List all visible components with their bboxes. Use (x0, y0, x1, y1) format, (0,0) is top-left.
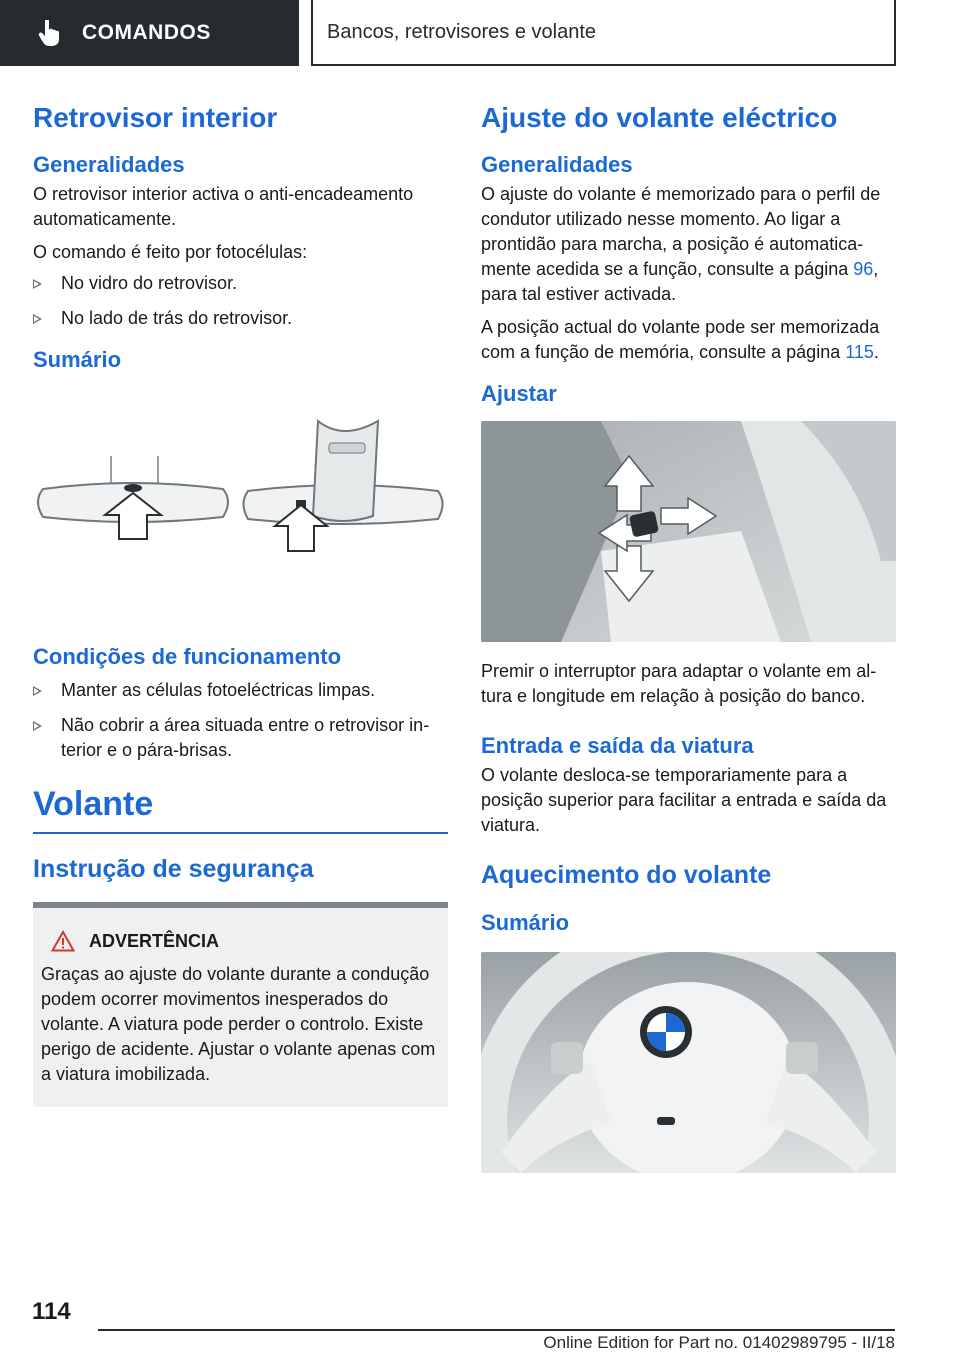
steering-wheel-photo (481, 952, 896, 1173)
warning-header (51, 930, 438, 952)
list-item: No vidro do retrovisor. (33, 271, 448, 296)
general-heading: Generalidades (33, 152, 185, 177)
list-item: Manter as células fotoeléctricas limpas. (33, 678, 448, 703)
warning-text: Graças ao ajuste do volante durante a condução podem ocorrer movimentos inesperados do volante. A viatura pode perder o controlo. Existe perigo de acidente. Ajustar o volante apenas com a viatura imobilizada. (41, 964, 436, 1084)
adjust-heading: Ajustar (481, 381, 557, 406)
warning-triangle-icon (51, 930, 75, 952)
page-link[interactable]: 96 (853, 259, 874, 279)
heating-title: Aquecimento do volante (481, 861, 772, 889)
triangle-bullet-icon (33, 314, 42, 324)
section-title: COMANDOS (82, 21, 211, 44)
triangle-bullet-icon (33, 686, 42, 696)
summary-heading: Sumário (481, 910, 570, 935)
warning-label: ADVERTÊNCIA (89, 930, 220, 951)
triangle-bullet-icon (33, 721, 42, 731)
mirror-illustration (33, 381, 448, 631)
warning-box (33, 902, 448, 1107)
steering-adjust-photo (481, 421, 896, 642)
photocell-list (33, 271, 448, 331)
conditions-heading: Condições de funcionamento (33, 644, 342, 669)
chapter-title: Bancos, retrovisores e volante (327, 20, 597, 43)
conditions-list (33, 678, 448, 763)
general-paragraph-1: O ajuste do volante é memorizado para o perfil de condutor utilizado nesse momento. Ao ligar a prontidão para marcha, a posição é automaticamente acedida se a função, consulte a página 96, para tal estiver activada. (481, 184, 881, 304)
adjust-text: Premir o interruptor para adaptar o volante em altura e longitude em relação à posição do banco. (481, 661, 877, 706)
entry-text: O volante desloca-se temporariamente para a posição superior para facilitar a entrada e saída da viatura. (481, 765, 887, 835)
general-paragraph-1: O retrovisor interior activa o anti-encadeamento automaticamente. (33, 184, 414, 229)
list-item: Não cobrir a área situada entre o retrovisor interior e o pára-brisas. (33, 713, 448, 763)
rearview-mirror-title: Retrovisor interior (33, 102, 278, 133)
header-chapter-bar (311, 0, 896, 66)
page-link[interactable]: 115 (845, 342, 874, 362)
steering-wheel-title: Volante (33, 785, 448, 834)
entry-heading: Entrada e saída da viatura (481, 733, 754, 758)
header-section-tab (0, 0, 299, 66)
electric-steering-title: Ajuste do volante eléctrico (481, 102, 838, 133)
edition-text: Online Edition for Part no. 01402989795 - II/18 (543, 1333, 895, 1352)
hand-pointer-icon (38, 20, 60, 46)
general-paragraph-2: A posição actual do volante pode ser memorizada com a função de memória, consulte a página 115. (481, 317, 880, 362)
general-heading: Generalidades (481, 152, 633, 177)
footer-divider (98, 1329, 895, 1331)
right-column (481, 96, 896, 1178)
page-number: 114 (32, 1298, 71, 1325)
general-paragraph-2: O comando é feito por fotocélulas: (33, 242, 308, 262)
summary-heading: Sumário (33, 347, 122, 372)
list-item: No lado de trás do retrovisor. (33, 306, 448, 331)
safety-heading: Instrução de segurança (33, 855, 314, 883)
left-column (33, 96, 448, 1107)
triangle-bullet-icon (33, 279, 42, 289)
